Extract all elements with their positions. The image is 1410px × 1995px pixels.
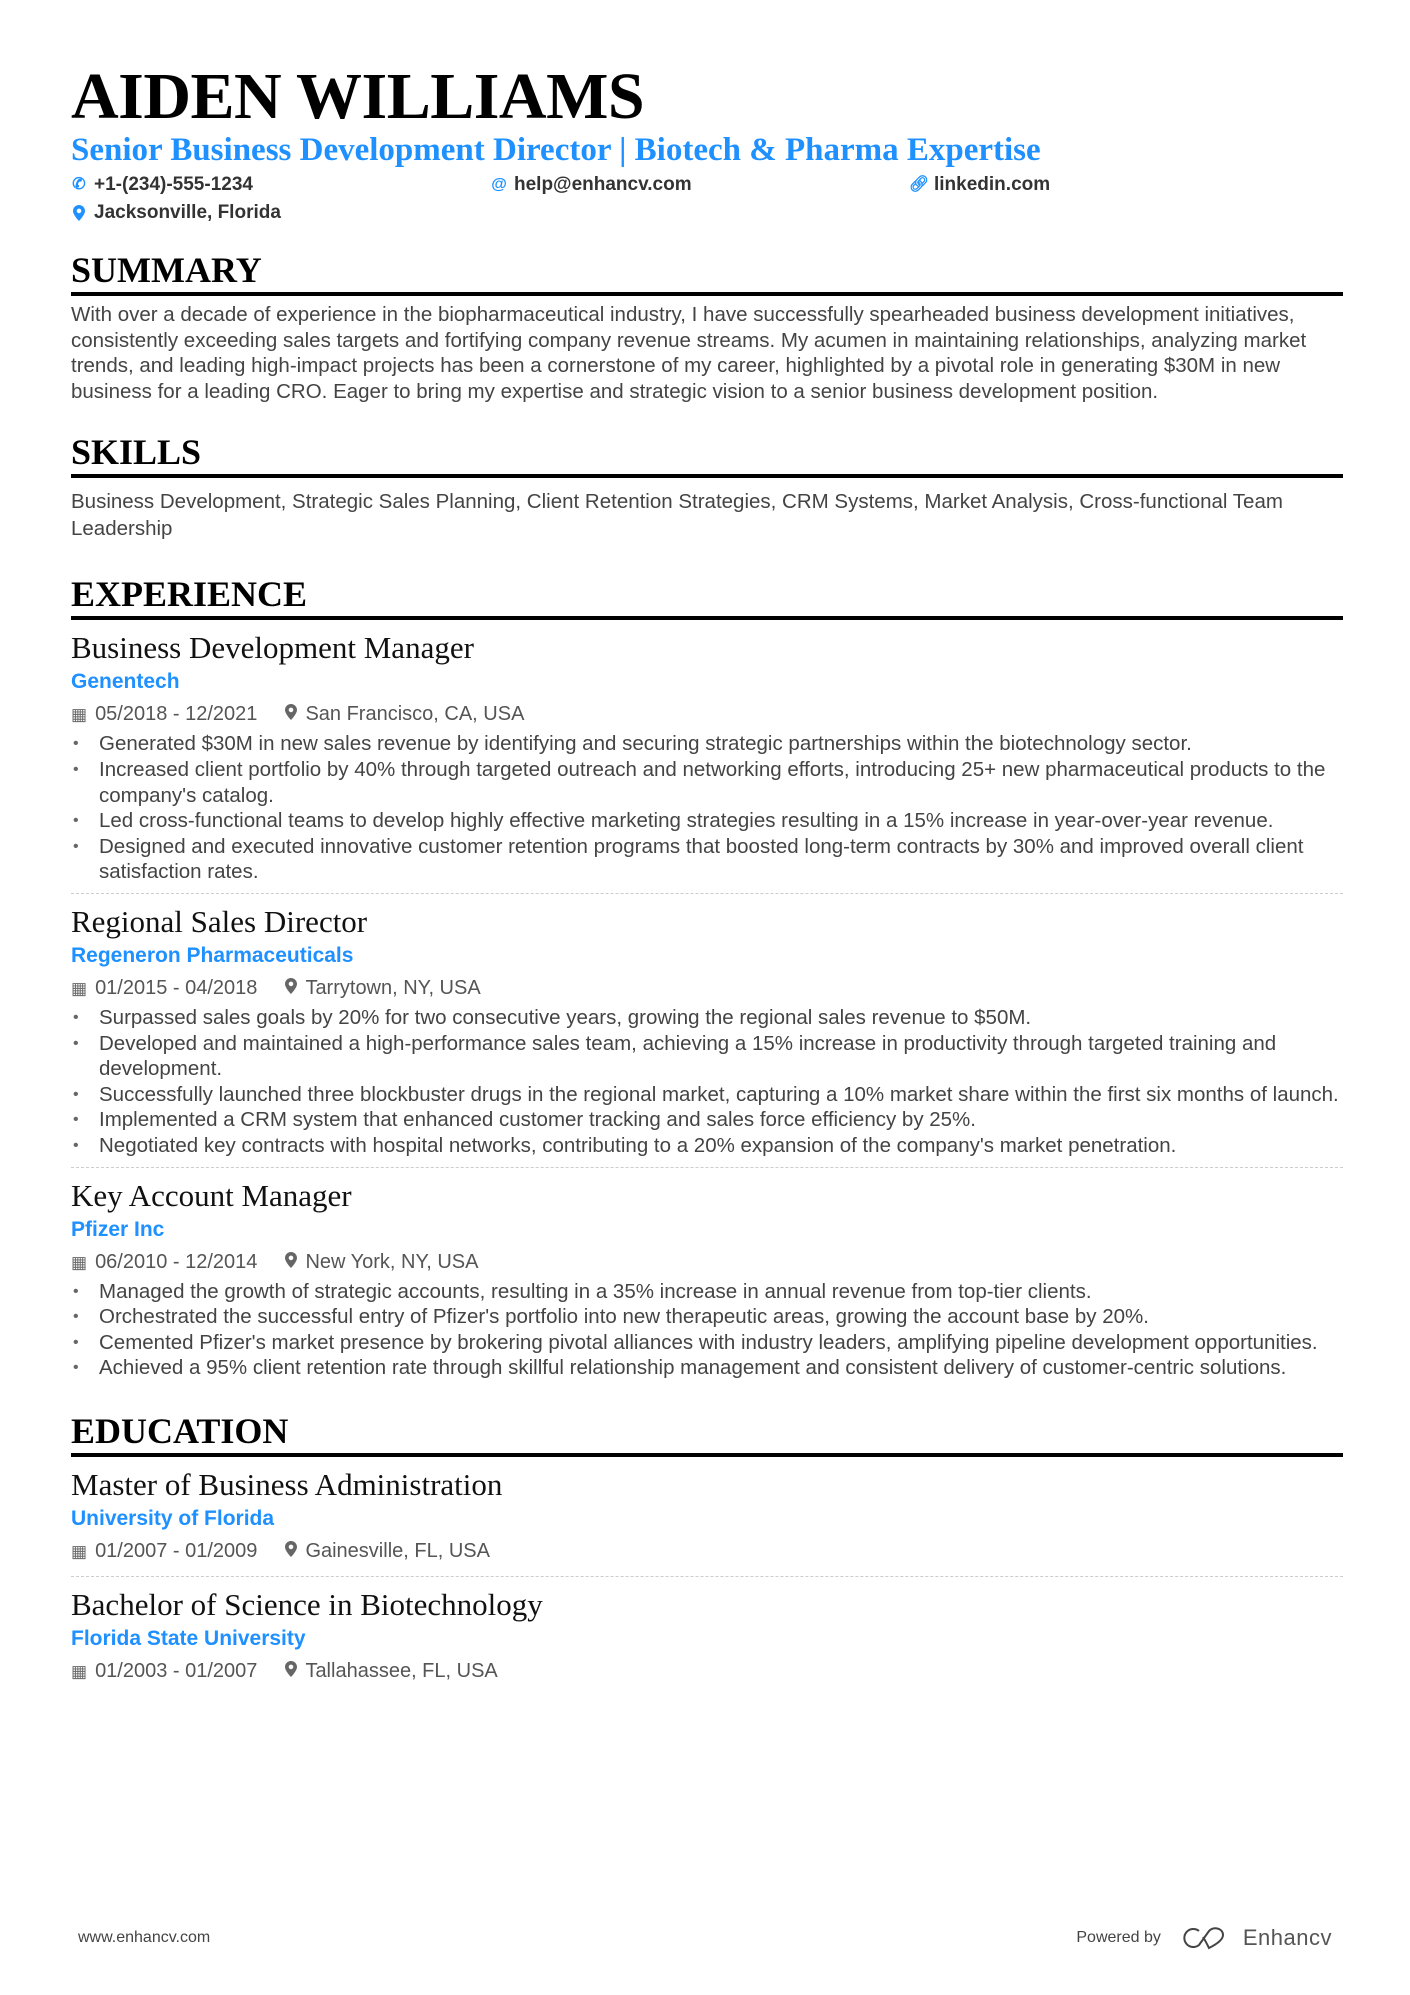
entry-meta <box>71 972 1343 1005</box>
summary-heading: SUMMARY <box>71 250 1343 296</box>
location-icon <box>285 1542 297 1561</box>
dates-text: 01/2003 - 01/2007 <box>95 1659 258 1682</box>
powered-by-label: Powered by <box>1076 1929 1161 1946</box>
dates-text: 06/2010 - 12/2014 <box>95 1250 258 1273</box>
bullet-item: • Led cross-functional teams to develop highly effective marketing strategies resulting in a 15% increase in year-over-year revenue. <box>71 808 1343 834</box>
entry-meta <box>71 1655 1343 1688</box>
entry-dates <box>71 1246 257 1279</box>
entry-role: Bachelor of Science in Biotechnology <box>71 1586 543 1622</box>
entry-organization: University of Florida <box>71 1506 275 1530</box>
phone-text: +1-(234)-555-1234 <box>94 174 253 195</box>
entry-location <box>285 1535 490 1568</box>
summary-text: With over a decade of experience in the biopharmaceutical industry, I have successfully spearheaded business development initiatives, consistently exceeding sales targets and fortifying company revenue streams. My acumen in maintaining relationships, analyzing market trends, and leading high-impact projects has been a cornerstone of my career, highlighted by a pivotal role in generating $30M in new business for a leading CRO. Eager to bring my expertise and strategic vision to a senior business development position. <box>71 303 1307 403</box>
at-icon: @ <box>491 176 507 193</box>
powered-by <box>1076 1925 1332 1951</box>
bullet-list <box>71 1279 1343 1381</box>
skills-heading: SKILLS <box>71 432 1343 478</box>
bullet-list <box>71 1005 1343 1159</box>
candidate-name: AIDEN WILLIAMS <box>71 60 645 133</box>
bullet-item: • Developed and maintained a high-performance sales team, achieving a 15% increase in productivity through targeted training and development. <box>71 1031 1343 1082</box>
contact-location <box>71 200 491 226</box>
enhancv-logo-icon <box>1179 1926 1225 1950</box>
entry-organization: Florida State University <box>71 1626 306 1650</box>
dates-text: 05/2018 - 12/2021 <box>95 703 258 726</box>
calendar-icon: ▦ <box>71 1541 88 1561</box>
calendar-icon: ▦ <box>71 1252 88 1272</box>
bullet-item: • Successfully launched three blockbuster drugs in the regional market, capturing a 10% market share within the first six months of launch. <box>71 1082 1343 1108</box>
bullet-item: • Orchestrated the successful entry of Pfizer's portfolio into new therapeutic areas, growing the account base by 20%. <box>71 1304 1343 1330</box>
contact-email[interactable] <box>491 172 911 198</box>
bullet-item: • Generated $30M in new sales revenue by identifying and securing strategic partnerships within the biotechnology sector. <box>71 731 1343 757</box>
bullet-item: • Designed and executed innovative customer retention programs that boosted long-term contracts by 30% and improved overall client satisfaction rates. <box>71 834 1343 885</box>
dates-text: 01/2007 - 01/2009 <box>95 1539 258 1562</box>
location-text: Gainesville, FL, USA <box>305 1539 490 1562</box>
phone-icon: ✆ <box>72 176 86 193</box>
entry-meta <box>71 698 1343 731</box>
entry-location <box>285 1655 497 1688</box>
entry-location <box>285 972 480 1005</box>
experience-entry <box>71 620 1343 894</box>
entry-organization: Pfizer Inc <box>71 1217 165 1241</box>
entry-dates <box>71 1655 257 1688</box>
experience-list <box>71 620 1343 1389</box>
bullet-item: • Surpassed sales goals by 20% for two consecutive years, growing the regional sales revenue to $50M. <box>71 1005 1343 1031</box>
bullet-item: • Cemented Pfizer's market presence by brokering pivotal alliances with industry leaders, amplifying pipeline development opportunities. <box>71 1330 1343 1356</box>
entry-location <box>285 698 524 731</box>
entry-organization: Regeneron Pharmaceuticals <box>71 943 354 967</box>
entry-role: Master of Business Administration <box>71 1466 503 1502</box>
footer-website[interactable]: www.enhancv.com <box>78 1929 211 1946</box>
education-entry <box>71 1577 1343 1696</box>
bullet-item: • Negotiated key contracts with hospital networks, contributing to a 20% expansion of the company's market penetration. <box>71 1133 1343 1159</box>
candidate-title: Senior Business Development Director | Biotech & Pharma Expertise <box>71 132 1041 168</box>
entry-dates <box>71 972 257 1005</box>
education-entry <box>71 1457 1343 1577</box>
resume <box>71 62 1343 1696</box>
entry-dates <box>71 698 257 731</box>
location-icon <box>285 1253 297 1272</box>
contact-linkedin[interactable] <box>908 172 1331 198</box>
entry-meta <box>71 1535 1343 1568</box>
experience-heading: EXPERIENCE <box>71 574 1343 620</box>
location-text: New York, NY, USA <box>305 1250 479 1273</box>
bullet-item: • Increased client portfolio by 40% through targeted outreach and networking efforts, introducing 25+ new pharmaceutical products to the company's catalog. <box>71 757 1343 808</box>
location-icon <box>71 205 87 221</box>
linkedin-text[interactable]: linkedin.com <box>934 174 1051 195</box>
location-text: Tarrytown, NY, USA <box>305 976 481 999</box>
bullet-item: • Implemented a CRM system that enhanced customer tracking and sales force efficiency by 25%. <box>71 1107 1343 1133</box>
calendar-icon: ▦ <box>71 978 88 998</box>
skills-text: Business Development, Strategic Sales Planning, Client Retention Strategies, CRM Systems, Market Analysis, Cross-functional Team Leadership <box>71 490 1283 541</box>
entry-role: Key Account Manager <box>71 1177 352 1213</box>
location-icon <box>285 705 297 724</box>
calendar-icon: ▦ <box>71 705 88 725</box>
link-icon: 🔗︎ <box>908 176 930 193</box>
entry-role: Business Development Manager <box>71 630 474 666</box>
bullet-list <box>71 731 1343 885</box>
entry-organization: Genentech <box>71 670 180 694</box>
entry-role: Regional Sales Director <box>71 903 368 939</box>
education-heading: EDUCATION <box>71 1411 1343 1457</box>
entry-location <box>285 1246 478 1279</box>
location-text: San Francisco, CA, USA <box>305 703 525 726</box>
dates-text: 01/2015 - 04/2018 <box>95 976 258 999</box>
entry-meta <box>71 1246 1343 1279</box>
experience-entry <box>71 894 1343 1168</box>
experience-entry <box>71 1168 1343 1389</box>
entry-dates <box>71 1535 257 1568</box>
location-icon <box>285 1662 297 1681</box>
location-text: Jacksonville, Florida <box>94 202 281 223</box>
bullet-item: • Managed the growth of strategic accounts, resulting in a 35% increase in annual revenue from top-tier clients. <box>71 1279 1343 1305</box>
calendar-icon: ▦ <box>71 1661 88 1681</box>
brand-name: Enhancv <box>1242 1925 1332 1950</box>
location-icon <box>285 979 297 998</box>
contact-phone <box>71 172 491 198</box>
bullet-item: • Achieved a 95% client retention rate through skillful relationship management and consistent delivery of customer-centric solutions. <box>71 1355 1343 1381</box>
contact-list <box>71 172 1343 226</box>
email-text[interactable]: help@enhancv.com <box>514 174 692 195</box>
location-text: Tallahassee, FL, USA <box>305 1659 498 1682</box>
education-list <box>71 1457 1343 1696</box>
footer <box>78 1925 1332 1951</box>
